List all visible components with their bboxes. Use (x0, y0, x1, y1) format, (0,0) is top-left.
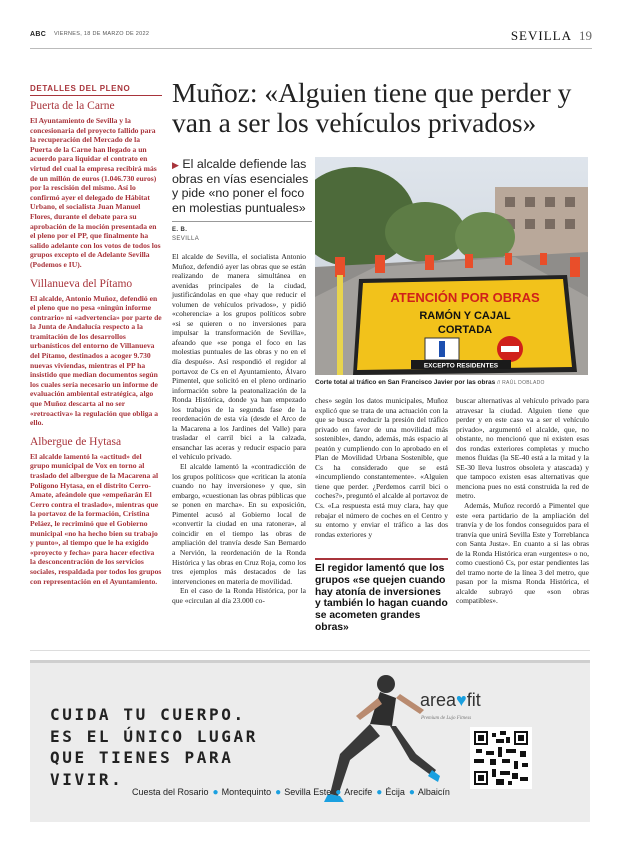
paragraph: Además, Muñoz recordó a Pimentel que este «era partidario de la ampliación del tranvía y de los fondos conseguidos para el tranvía que unirá Sevilla Este y Torreblanca con Santa Justa». En cuanto a si las obras de la Ronda Histórica eran «urgentes» o no, como cuestionó Cs, por estar pendientes las del tramo norte de la línea 3 del metro, que pasan por la misma Ronda Histórica, el alcalde subrayó que «son obras compatibles». (456, 501, 589, 606)
pull-quote: El regidor lamentó que los grupos «se quejen cuando hay atonía de inversiones y también lo hagan cuando se acometen grandes obras» (315, 558, 448, 634)
section-name: SEVILLA (510, 28, 572, 43)
sidebar-text: El alcalde, Antonio Muñoz, defendió en el pleno que no pesa «ningún informe contrario» ni «advertencia» por parte de la Junta de Andalucía respecto a la tramitación de los desarrollos urbanísticos del entorno de Villanueva del Pítamo, destinados a acoger 9.730 nuevas viviendas, mientras el PP ha insistido que median documentos según los cuales sería necesario un informe de evaluación ambiental estratégica, algo que Muñoz descarta al no ser «retroactiva» la regulación que obliga a ello. (30, 293, 162, 428)
article-subtitle (172, 157, 312, 222)
sidebar-heading: Puerta de la Carne (30, 100, 115, 112)
page-header (30, 28, 592, 49)
article-photo (315, 157, 588, 375)
location-label: Écija (385, 787, 405, 797)
paragraph: El alcalde de Sevilla, el socialista Antonio Muñoz, defendió ayer las obras que se están realizando de manera simultánea en avenidas principales de la ciudad, justificándolas en que «hay que reducir el volumen de vehículos privados», y pidió «coherencia» a los grupos políticos sobre «si se quieren o no inversiones para impulsar la transformación de Sevilla», afeando que «se ponga el foco en las molestias puntuales de las obras y no en el día después». Así respondió el regidor al portavoz de Cs en el Ayuntamiento, Álvaro Pimentel, que solicitó en el pleno ordinario información sobre la peatonalización de la Ronda Histórica, donde ya han empezado los trabajos de la segunda fase de la reordenación de esta vía (desde el Arco de la Macarena a los Jardines del Valle) para trasladar el carril bici a la calzada, ensanchar las aceras y reducir espacio para el vehículo privado. (172, 252, 306, 462)
photo-caption (315, 379, 588, 386)
slogan-line: CUIDA TU CUERPO. (50, 705, 246, 724)
caption-text: Corte total al tráfico en San Francisco Javier por las obras (315, 379, 496, 386)
photo-credit: // RAÚL DOBLADO (497, 380, 545, 386)
qr-code (470, 727, 532, 789)
brand-suffix: fit (466, 690, 481, 710)
sign-line-4: EXCEPTO RESIDENTES (423, 362, 499, 370)
heart-icon: ♥ (456, 690, 467, 710)
advertisement (30, 660, 590, 822)
dateline-location: SEVILLA (172, 236, 200, 242)
author: E. B. (172, 227, 188, 233)
subtitle-text: El alcalde defiende las obras en vías esenciales y pide «no poner el foco en molestias puntuales» (172, 157, 309, 215)
brand-tagline: Premium de Lujo Fitness (421, 716, 472, 721)
sidebar-heading: Albergue de Hytasa (30, 435, 122, 448)
article-column-1 (172, 252, 306, 605)
areafit-logo (420, 690, 481, 711)
ad-divider (30, 650, 590, 651)
brand-name: area (420, 690, 457, 710)
sidebar-pleno-details (30, 84, 162, 594)
slogan-line: QUE TIENES PARA (50, 748, 234, 768)
paragraph: ches» según los datos municipales, Muñoz explicó que se trata de una actuación con la que se busca «reducir la presión del tráfico privado en favor de una movilidad más sostenible», dando, además, más espacio al peatón y cumpliendo con lo aprobado en el Plan de Movilidad Urbana Sostenible, que Cs ha considerado que se está «incumpliendo constantemente». «Alguien tiene que perder. ¿Perdemos carril bici o coches?», preguntó el alcalde al portavoz de Cs. «La respuesta está muy clara, hay que rebajar el número de coches en el Centro y su entorno y enviar el tráfico a las dos rondas exteriores y (315, 396, 448, 539)
sidebar-heading: Villanueva del Pítamo (30, 277, 133, 290)
roadworks-photo-illustration (315, 157, 588, 375)
qr-code-icon (472, 729, 530, 787)
sidebar-text: El Ayuntamiento de Sevilla y la concesionaria del proyecto fallido para la recuperación del Mercado de la Puerta de la Carne han llegado a un acuerdo para liquidar el contrato en virtud del cual la empresa recibirá más de un millón de euros (1.046.730 euros) por la rescisión del mismo. Así lo confirmó ayer el delegado de Hábitat Urbano, el socialista Juan Manuel Flores, durante el debate para su aprobación de la moción presentada en el pleno por el PP, que finalmente ha salido adelante con los votos de todos los grupos excepto el de Adelante Sevilla (Podemos e IU). (30, 116, 161, 269)
newspaper-brand: ABC (30, 31, 47, 38)
paragraph: En el caso de la Ronda Histórica, por la que «circulan al día 23.000 co- (172, 586, 306, 605)
slogan-line: ES EL ÚNICO LUGAR (50, 726, 258, 746)
byline (172, 226, 199, 244)
location-label: Montequinto (221, 787, 272, 797)
runner-figure-icon (300, 664, 450, 822)
issue-date: VIERNES, 18 DE MARZO DE 2022 (54, 31, 150, 37)
sidebar-text: El alcalde lamentó la «actitud» del grupo municipal de Vox en torno al traslado del albergue de la Macarena al Polígono Hytasa, en el distrito Cerro-Amate, afeándole que «empeñarán El Cerro contra el traslado», mientras que la portavoz de la formación, Cristina Peláez, le recriminó que el Gobierno municipal «no ha hecho bien su trabajo y punto», al tiempo que le ha exigido «proyecto y fecha» para hacer efectiva la desconcentración de los servicios sociales, respaldada por todos los grupos con representación en el Ayuntamiento. (30, 451, 162, 586)
location-label: Albaicín (417, 787, 450, 797)
location-label: Arecife (344, 787, 373, 797)
sign-line-3: CORTADA (437, 324, 493, 336)
bullet-dot-icon: ● (275, 787, 282, 798)
ad-top-bar (30, 660, 590, 663)
slogan-line: VIVIR. (50, 769, 124, 789)
sign-line-2: RAMÓN Y CAJAL (419, 310, 511, 322)
paragraph: El alcalde lamentó la «contradicción de los grupos políticos» que «critican la atonía cuando no hay inversiones» y que, sin embargo, «cuestionan las obras públicas que se ponen en marcha». En su exposición, Pimentel acusó al Gobierno local de «convertir la ciudad en una ratonera», al coincidir en el tiempo las obras de ampliación del tranvía desde San Bernardo a Nervión, la reordenación de la Ronda Histórica y las obras en Cruz Roja, como los tres ejemplos más destacados de las intervenciones en materia de movilidad. (172, 462, 306, 586)
location-label: Sevilla Este (284, 787, 332, 797)
article-column-3 (456, 396, 589, 606)
paragraph: buscar alternativas al vehículo privado para atravesar la ciudad. Alguien tiene que perder y en este caso va a ser el vehículo privado», argumentó el alcalde, que, no obstante, no mencionó que ni existen esas dos rondas exteriores completas y mucho menos fluidas (la SE-40 está a la mitad y la SE-30 lleva lustros obsoleta y atascada) y que tampoco existen esas alternativas que menciona pues no está construida la red de metro. (456, 396, 589, 501)
bullet-dot-icon: ● (335, 787, 342, 798)
triangle-marker-icon: ▶ (172, 160, 179, 170)
gym-locations (132, 787, 450, 798)
location-label: Cuesta del Rosario (132, 787, 209, 797)
page-number: 19 (579, 28, 592, 43)
sidebar-kicker: DETALLES DEL PLENO (30, 84, 162, 96)
ad-slogan (50, 704, 310, 790)
article-column-2 (315, 396, 448, 539)
bullet-dot-icon: ● (408, 787, 415, 798)
bullet-dot-icon: ● (376, 787, 383, 798)
bullet-dot-icon: ● (212, 787, 219, 798)
sign-line-1: ATENCIÓN POR OBRAS (390, 290, 540, 305)
article-title: Muñoz: «Alguien tiene que perder y van a ser los vehículos privados» (172, 77, 572, 138)
